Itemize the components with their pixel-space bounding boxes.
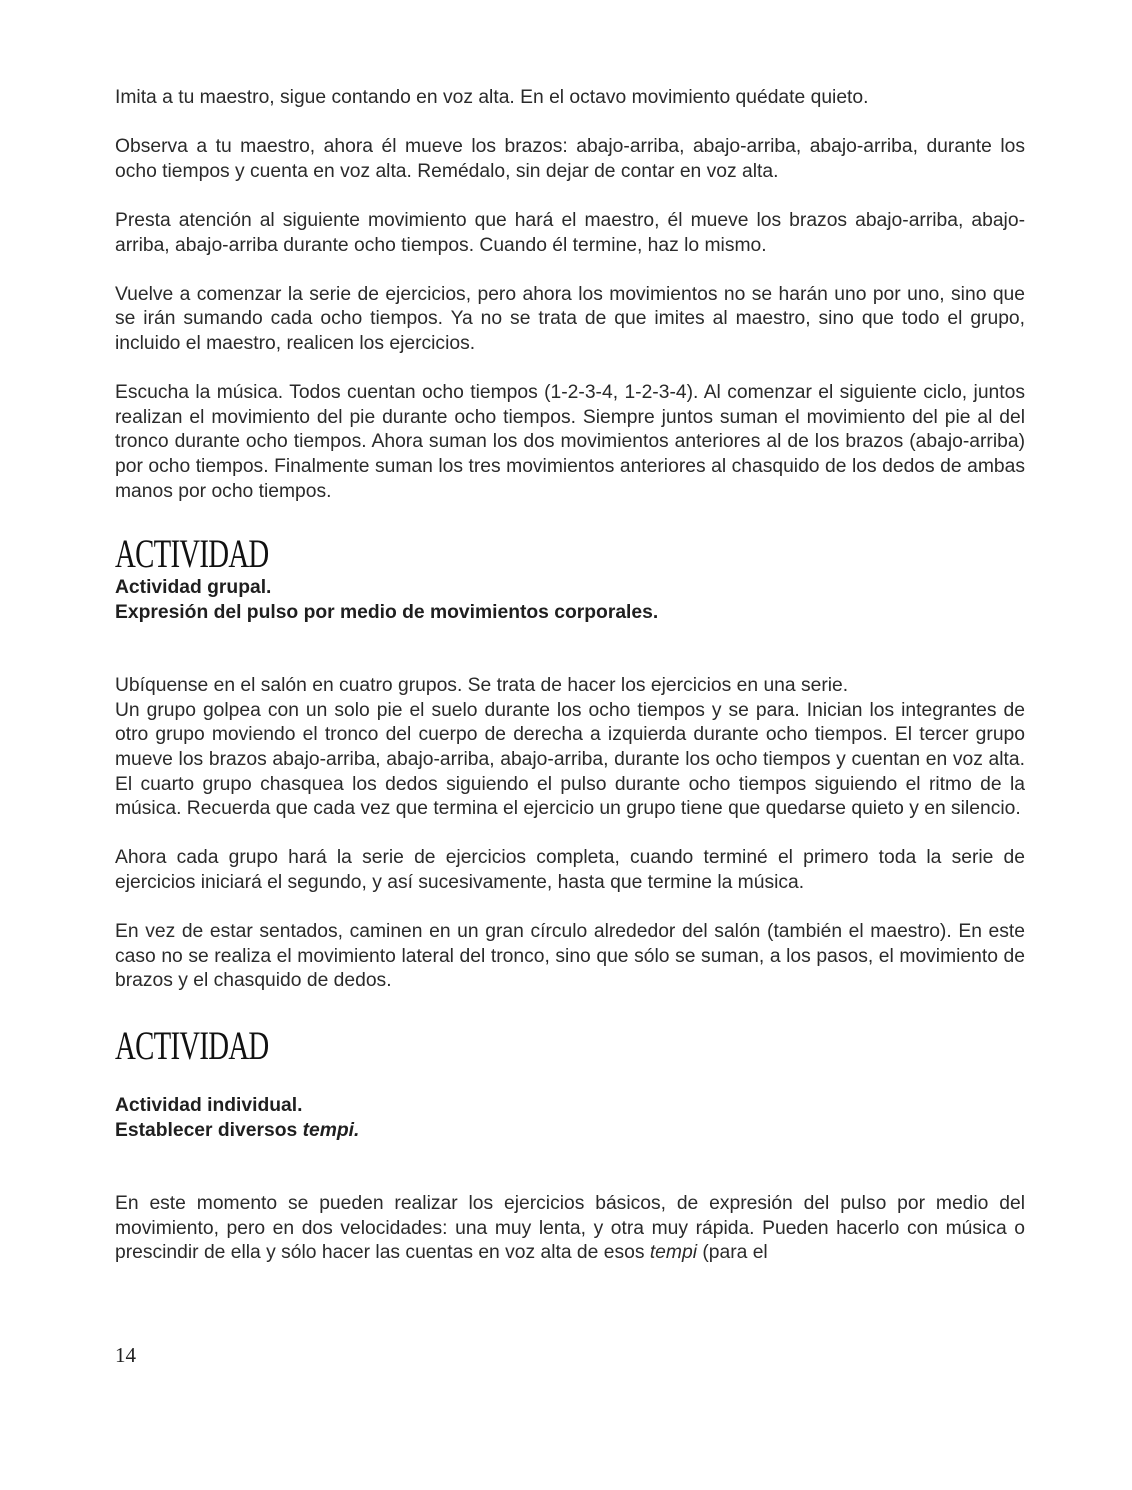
activity-type-label: Actividad grupal. — [115, 577, 272, 599]
activity-section-group — [115, 532, 1025, 994]
paragraph-text-italic: tempi — [649, 1242, 697, 1264]
activity-type-label: Actividad individual. — [115, 1095, 303, 1116]
activity-section-individual — [115, 1024, 1025, 1266]
paragraph-escucha: Escucha la música. Todos cuentan ocho tiempos (1-2-3-4, 1-2-3-4). Al comenzar el siguiente ciclo, juntos realizan el movimiento del pie durante ocho tiempos. Siempre juntos suman el movimiento del pie al del tronco durante ocho tiempos. Ahora suman los dos movimientos anteriores al de los brazos (abajo-arriba) por ocho tiempos. Finalmente suman los tres movimientos anteriores al chasquido de los dedos de ambas manos por ocho tiempos. — [115, 382, 1025, 502]
paragraph-ahora-cada-grupo: Ahora cada grupo hará la serie de ejercicios completa, cuando terminé el primero toda la serie de ejercicios iniciará el segundo, y así sucesivamente, hasta que termine la música. — [115, 847, 1025, 894]
page-content — [115, 86, 1025, 1266]
paragraph-presta: Presta atención al siguiente movimiento que hará el maestro, él mueve los brazos abajo-arriba, abajo-arriba, abajo-arriba durante ocho tiempos. Cuando él termine, haz lo mismo. — [115, 209, 1025, 256]
activity-title — [115, 1119, 1025, 1144]
activity-title-prefix: Establecer diversos — [115, 1119, 303, 1141]
paragraph-observa: Observa a tu maestro, ahora él mueve los brazos: abajo-arriba, abajo-arriba, abajo-arriba, durante los ocho tiempos y cuenta en voz alta. Remédalo, sin dejar de contar en voz alta. — [115, 136, 1025, 182]
activity-title-italic: tempi. — [302, 1119, 360, 1141]
paragraph-en-este-momento — [115, 1192, 1025, 1266]
paragraph-ubiquense: Ubíquense en el salón en cuatro grupos. Se trata de hacer los ejercicios en una serie. — [115, 675, 849, 697]
page-number: 14 — [115, 1343, 136, 1367]
paragraph-text-part2: (para el — [696, 1242, 768, 1264]
activity-heading: ACTIVIDAD — [115, 1023, 269, 1068]
activity-heading: ACTIVIDAD — [115, 531, 269, 577]
paragraph-text-part1: En este momento se pueden realizar los ejercicios básicos, de expresión del pulso por medio del movimiento, pero en dos velocidades: una muy lenta, y otra muy rápida. Pueden hacerlo con música o prescindir de ella y sólo hacer las cuentas en voz alta de esos — [115, 1193, 1025, 1264]
paragraph-imita: Imita a tu maestro, sigue contando en voz alta. En el octavo movimiento quédate quieto. — [115, 87, 869, 108]
activity-title: Expresión del pulso por medio de movimientos corporales. — [115, 601, 659, 623]
paragraph-grupo-golpea: Un grupo golpea con un solo pie el suelo durante los ocho tiempos y se para. Inician los integrantes de otro grupo moviendo el tronco del cuerpo de derecha a izquierda durante ocho tiempos. El tercer grupo mueve los brazos abajo-arriba, abajo-arriba, abajo-arriba, durante los ocho tiempos y cuentan en voz alta. El cuarto grupo chasquea los dedos siguiendo el pulso durante ocho tiempos siguiendo el ritmo de la música. Recuerda que cada vez que termina el ejercicio un grupo tiene que quedarse quieto y en silencio. — [115, 699, 1025, 820]
paragraph-en-vez: En vez de estar sentados, caminen en un gran círculo alrededor del salón (también el maestro). En este caso no se realiza el movimiento lateral del tronco, sino que sólo se suman, a los pasos, el movimiento de brazos y el chasquido de dedos. — [115, 921, 1025, 992]
paragraph-vuelve: Vuelve a comenzar la serie de ejercicios, pero ahora los movimientos no se harán uno por uno, sino que se irán sumando cada ocho tiempos. Ya no se trata de que imites al maestro, sino que todo el grupo, incluido el maestro, realicen los ejercicios. — [115, 283, 1025, 354]
